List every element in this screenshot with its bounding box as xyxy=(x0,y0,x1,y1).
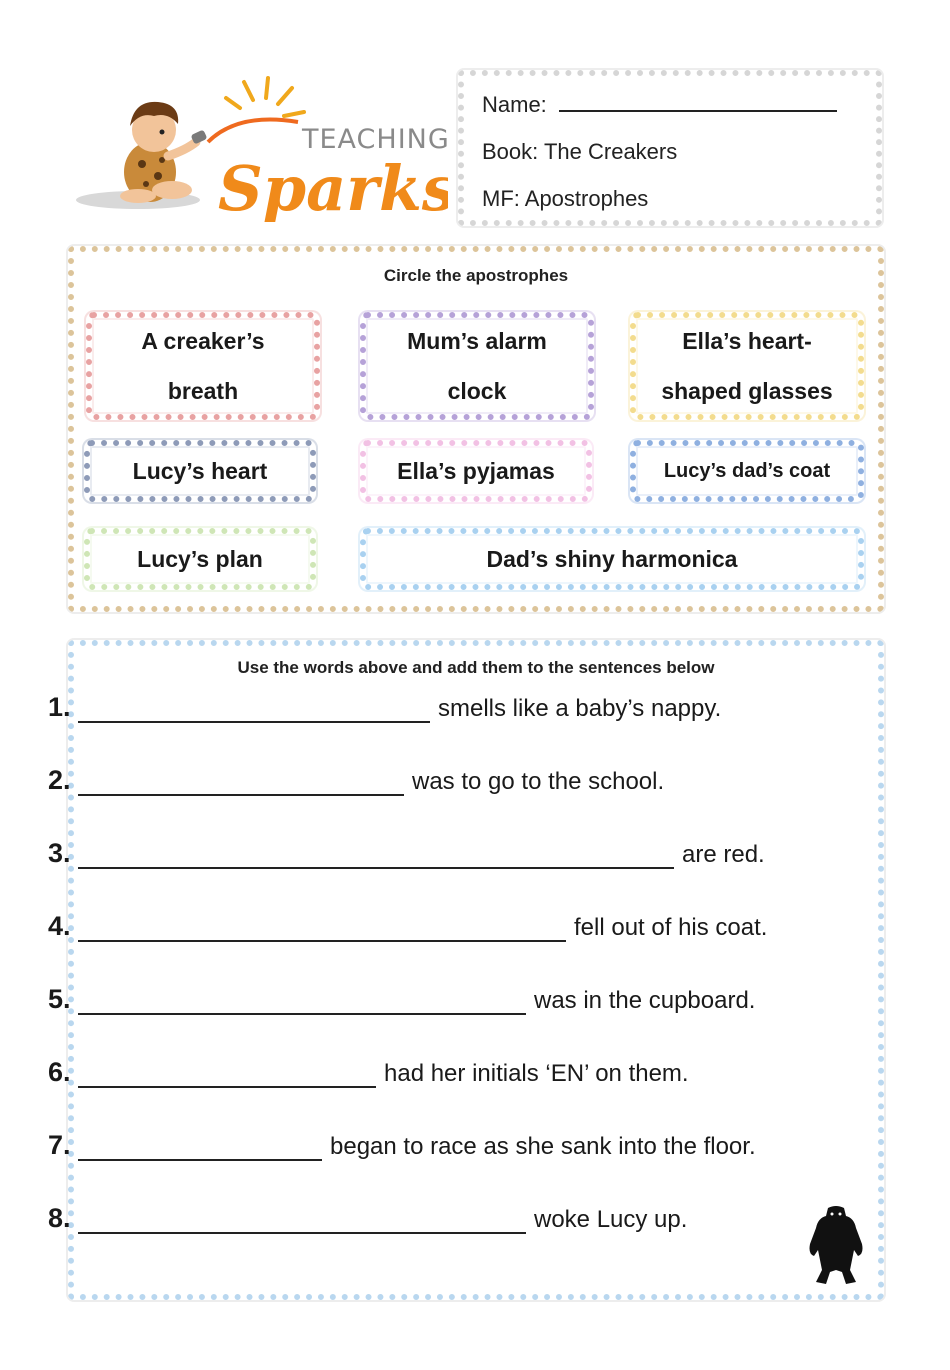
sentence-number: 6. xyxy=(48,1057,71,1087)
sentence-text: fell out of his coat. xyxy=(574,914,768,941)
sentence-number: 1. xyxy=(48,692,71,722)
sentence-8 xyxy=(48,1203,687,1234)
sentence-number: 3. xyxy=(48,838,71,868)
chip-line: Ella’s pyjamas xyxy=(397,458,555,484)
answer-blank-6[interactable] xyxy=(78,1060,376,1088)
chip-creakers-breath[interactable] xyxy=(86,312,320,420)
sentence-7 xyxy=(48,1130,756,1161)
sentence-number: 4. xyxy=(48,911,71,941)
chip-line: Lucy’s heart xyxy=(132,458,268,484)
chip-line: Ella’s heart- xyxy=(682,328,812,354)
sentence-text: smells like a baby’s nappy. xyxy=(438,695,722,722)
answer-blank-1[interactable] xyxy=(78,695,430,723)
name-label: Name: xyxy=(482,92,547,117)
chip-ellas-glasses[interactable] xyxy=(630,312,864,420)
chip-line: Dad’s shiny harmonica xyxy=(486,546,738,572)
chip-line: Lucy’s plan xyxy=(137,546,263,572)
sentence-number: 5. xyxy=(48,984,71,1014)
name-field[interactable] xyxy=(482,92,837,118)
sentence-5 xyxy=(48,984,755,1015)
sentence-text: began to race as she sank into the floor. xyxy=(330,1133,756,1160)
mf-topic: MF: Apostrophes xyxy=(482,186,649,211)
sentence-text: was in the cupboard. xyxy=(534,987,756,1014)
chip-lucys-plan[interactable] xyxy=(84,528,316,590)
chip-lucys-dads-coat[interactable] xyxy=(630,440,864,502)
answer-blank-3[interactable] xyxy=(78,841,674,869)
chip-dads-harmonica[interactable] xyxy=(360,528,864,590)
answer-blank-4[interactable] xyxy=(78,914,566,942)
sentence-1 xyxy=(48,692,721,723)
chip-lucys-heart[interactable] xyxy=(84,440,316,502)
book-title: Book: The Creakers xyxy=(482,139,678,164)
sentence-text: are red. xyxy=(682,841,765,868)
sentence-number: 8. xyxy=(48,1203,71,1233)
student-info-box xyxy=(458,70,882,226)
logo-sparks-text: Sparks xyxy=(218,152,448,222)
sentence-2 xyxy=(48,765,664,796)
chip-line: breath xyxy=(167,378,239,404)
teaching-sparks-logo xyxy=(68,72,448,222)
creaker-silhouette-icon xyxy=(806,1204,866,1286)
sentences-heading: Use the words above and add them to the sentences below xyxy=(237,658,715,677)
chip-line: A creaker’s xyxy=(141,328,265,354)
sentences-box xyxy=(68,640,884,1300)
sentence-text: had her initials ‘EN’ on them. xyxy=(384,1060,689,1087)
sentence-text: was to go to the school. xyxy=(412,768,665,795)
chip-ellas-pyjamas[interactable] xyxy=(360,440,592,502)
sentence-text: woke Lucy up. xyxy=(534,1206,688,1233)
answer-blank-5[interactable] xyxy=(78,987,526,1015)
answer-blank-2[interactable] xyxy=(78,768,404,796)
sentence-6 xyxy=(48,1057,689,1088)
logo-teaching-text: TEACHING xyxy=(302,124,448,155)
sentence-number: 7. xyxy=(48,1130,71,1160)
answer-blank-7[interactable] xyxy=(78,1133,322,1161)
sentence-3 xyxy=(48,838,765,869)
chip-line: shaped glasses xyxy=(661,378,833,404)
sentence-number: 2. xyxy=(48,765,71,795)
sentence-4 xyxy=(48,911,767,942)
answer-blank-8[interactable] xyxy=(78,1206,526,1234)
chip-line: Mum’s alarm xyxy=(407,328,547,354)
caveman-logo-icon xyxy=(68,72,448,222)
chip-line: clock xyxy=(447,378,507,404)
chip-mums-alarm-clock[interactable] xyxy=(360,312,594,420)
apostrophe-heading: Circle the apostrophes xyxy=(383,266,569,285)
chip-line: Lucy’s dad’s coat xyxy=(663,460,831,482)
name-blank[interactable] xyxy=(559,92,837,112)
